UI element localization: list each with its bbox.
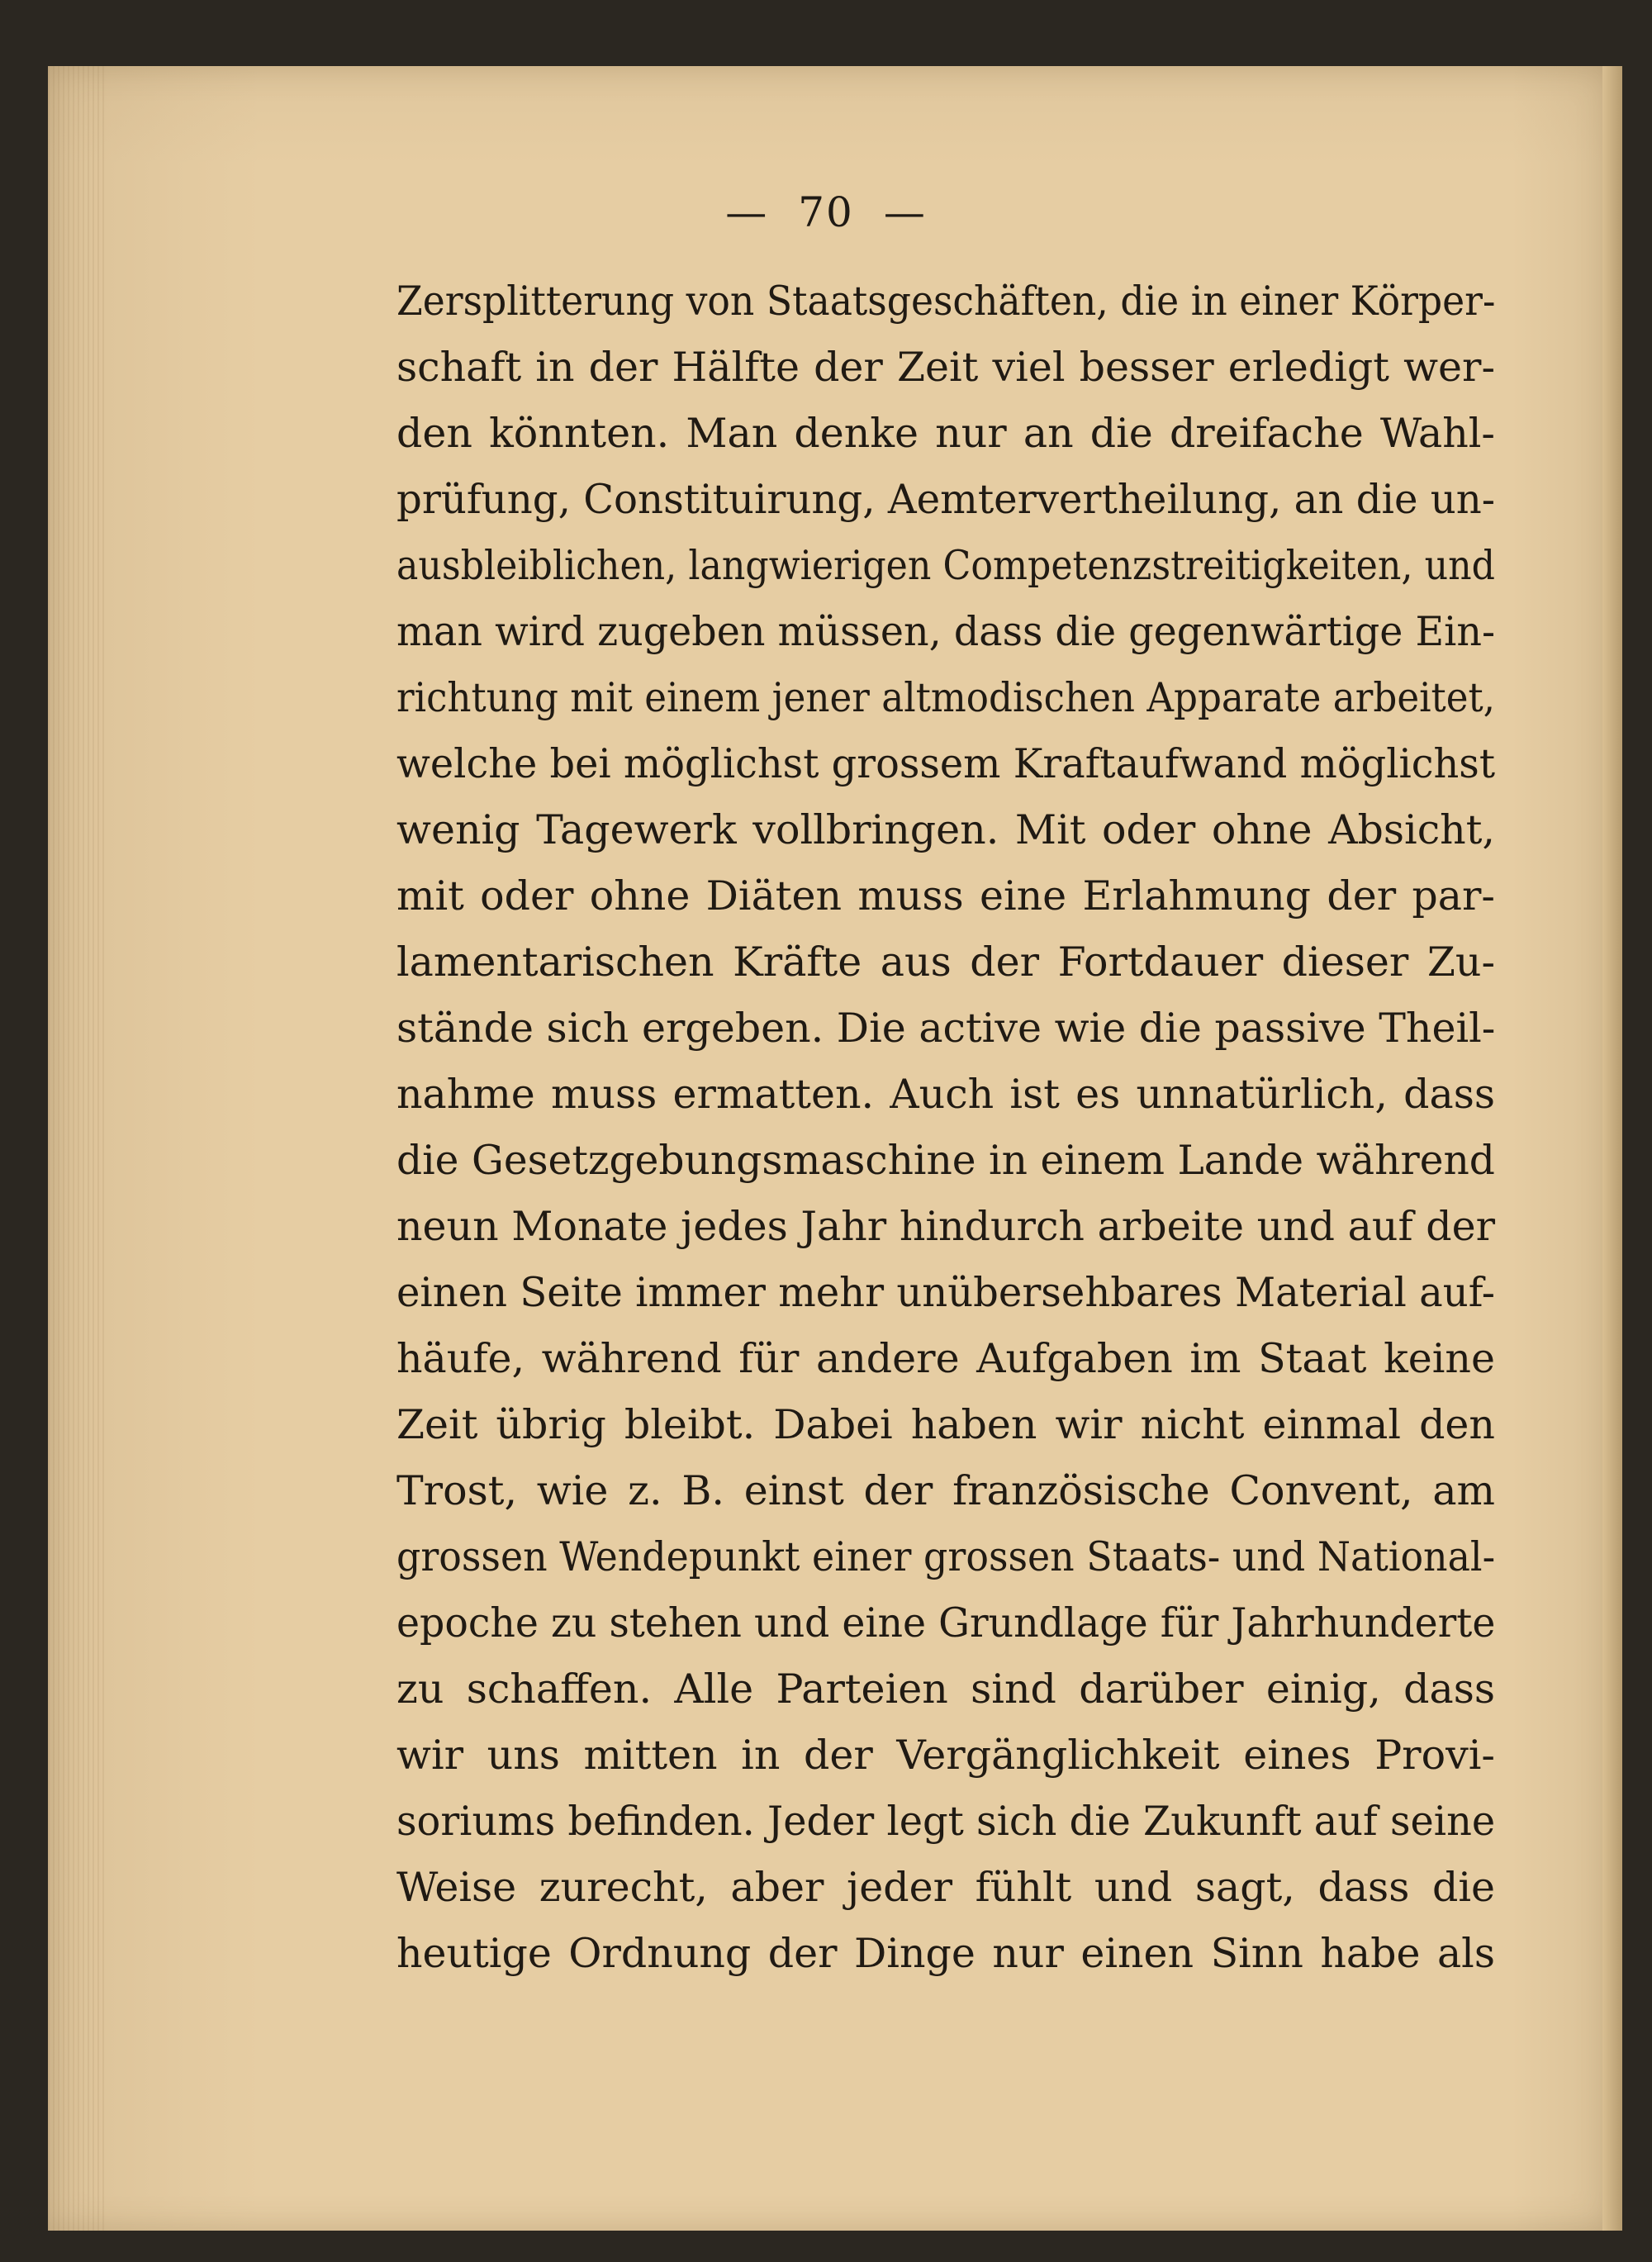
text-line: welche bei möglichst grossem Kraftaufwand möglichst — [396, 740, 1496, 787]
text-line: schaft in der Hälfte der Zeit viel besser erledigt wer- — [396, 344, 1495, 391]
page-header — [0, 188, 1652, 236]
text-line: stände sich ergeben. Die active wie die passive Theil- — [396, 1005, 1496, 1052]
text-line: Weise zurecht, aber jeder fühlt und sagt, dass die — [396, 1864, 1495, 1911]
page-number: 70 — [798, 188, 854, 236]
text-line: zu schaffen. Alle Parteien sind darüber einig, dass — [396, 1666, 1495, 1713]
text-line: richtung mit einem jener altmodischen Apparate arbeitet, — [396, 674, 1496, 721]
text-line: ausbleiblichen, langwierigen Competenzstreitigkeiten, und — [396, 542, 1495, 589]
text-line: lamentarischen Kräfte aus der Fortdauer dieser Zu- — [396, 939, 1495, 986]
text-line: häufe, während für andere Aufgaben im Staat keine — [396, 1335, 1495, 1382]
page-edge-left — [48, 66, 106, 2231]
text-line: den könnten. Man denke nur an die dreifache Wahl- — [396, 410, 1495, 457]
header-dash-right: — — [883, 188, 927, 236]
text-line: prüfung, Constituirung, Aemtervertheilung, an die un- — [396, 476, 1496, 523]
text-line: wenig Tagewerk vollbringen. Mit oder ohne Absicht, — [396, 806, 1495, 853]
text-line: nahme muss ermatten. Auch ist es unnatürlich, dass — [396, 1071, 1495, 1118]
text-line: man wird zugeben müssen, dass die gegenwärtige Ein- — [396, 608, 1496, 655]
text-line: epoche zu stehen und eine Grundlage für Jahrhunderte — [396, 1599, 1496, 1647]
text-line: neun Monate jedes Jahr hindurch arbeite und auf der — [396, 1203, 1495, 1250]
page-edge-right — [1602, 66, 1622, 2231]
text-line: heutige Ordnung der Dinge nur einen Sinn habe als — [396, 1930, 1495, 1977]
body-text — [396, 268, 1495, 1987]
text-line: grossen Wendepunkt einer grossen Staats- und National- — [396, 1533, 1496, 1580]
text-line: Zersplitterung von Staatsgeschäften, die in einer Körper- — [396, 278, 1496, 325]
text-line: Trost, wie z. B. einst der französische Convent, am — [396, 1467, 1495, 1514]
text-line: soriums befinden. Jeder legt sich die Zukunft auf seine — [396, 1798, 1496, 1845]
text-line: Zeit übrig bleibt. Dabei haben wir nicht einmal den — [396, 1401, 1495, 1448]
text-line: die Gesetzgebungsmaschine in einem Lande während — [396, 1137, 1495, 1184]
text-line: mit oder ohne Diäten muss eine Erlahmung der par- — [396, 872, 1495, 920]
text-line: einen Seite immer mehr unübersehbares Material auf- — [396, 1269, 1495, 1316]
header-dash-left: — — [725, 188, 769, 236]
text-line: wir uns mitten in der Vergänglichkeit eines Provi- — [396, 1732, 1495, 1779]
